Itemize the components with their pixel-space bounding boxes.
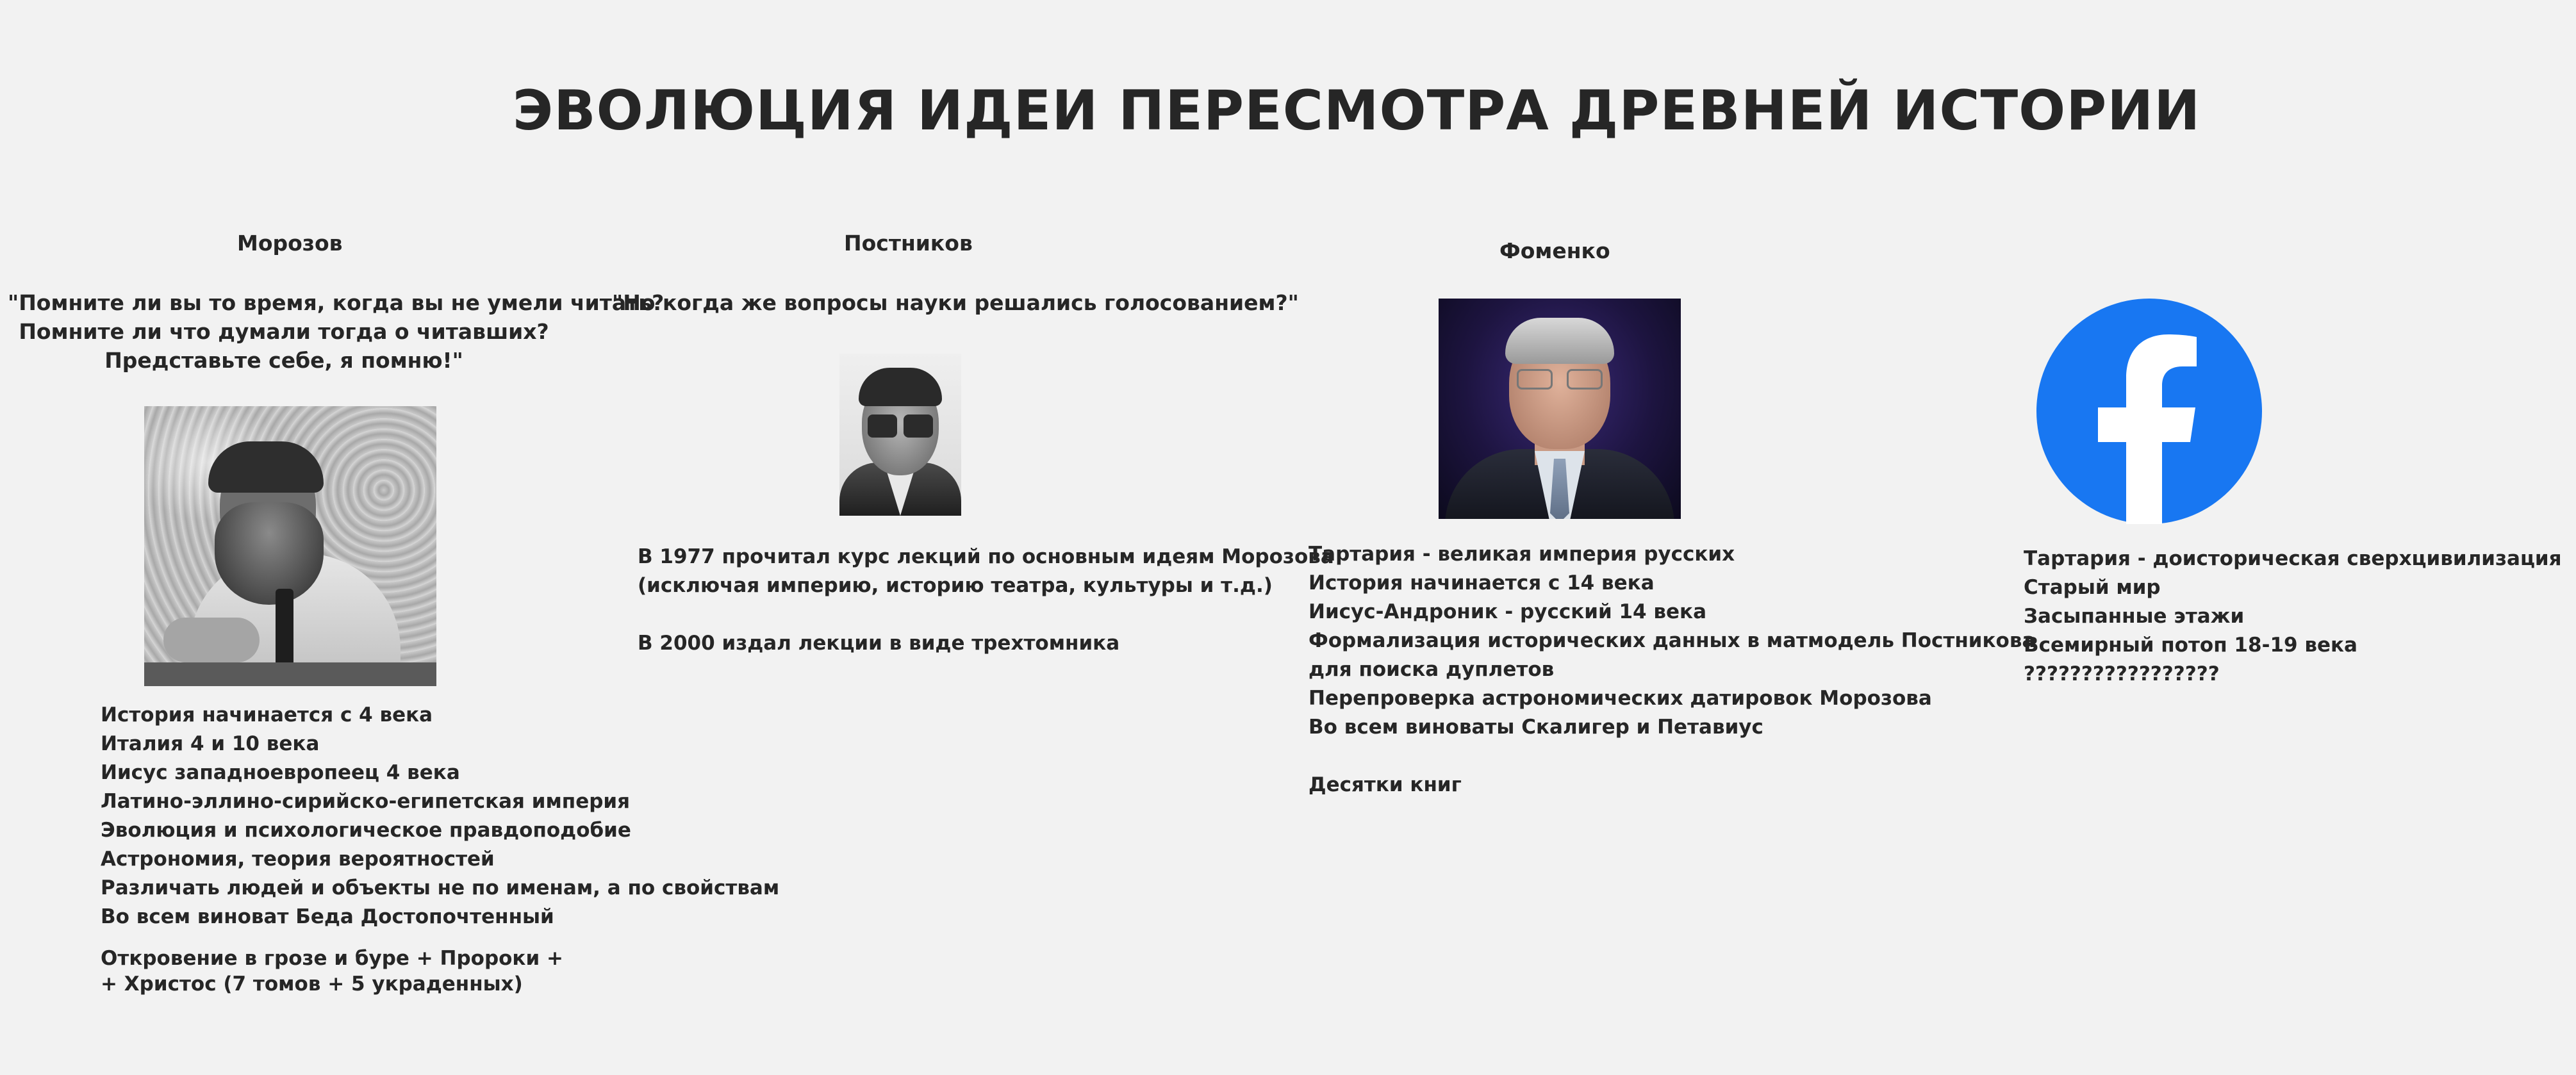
fomenko-point: Формализация исторических данных в матмодель Постникова xyxy=(1309,629,2036,652)
facebook-point: ????????????????? xyxy=(2024,662,2220,685)
morozov-quote-line: Представьте себе, я помню!" xyxy=(104,348,463,373)
page-title: ЭВОЛЮЦИЯ ИДЕИ ПЕРЕСМОТРА ДРЕВНЕЙ ИСТОРИИ xyxy=(513,79,2201,143)
morozov-quote xyxy=(8,288,665,375)
morozov-points xyxy=(101,701,779,999)
fomenko-portrait-image xyxy=(1439,299,1681,519)
morozov-point: Эволюция и психологическое правдоподобие xyxy=(101,819,631,842)
fomenko-works: Десятки книг xyxy=(1309,773,1462,796)
morozov-point: Различать людей и объекты не по именам, а по свойствам xyxy=(101,876,780,899)
postnikov-portrait-image xyxy=(839,354,961,516)
morozov-point: Иисус западноевропеец 4 века xyxy=(101,761,460,784)
postnikov-points xyxy=(638,543,1334,658)
morozov-works: + Христос (7 томов + 5 украденных) xyxy=(101,972,523,996)
facebook-point: Старый мир xyxy=(2024,576,2161,599)
facebook-point: Тартария - доисторическая сверхцивилизация xyxy=(2024,547,2562,570)
morozov-name: Морозов xyxy=(237,231,343,256)
facebook-point: Засыпанные этажи xyxy=(2024,605,2245,628)
morozov-quote-line: Помните ли что думали тогда о читавших? xyxy=(19,319,549,344)
fomenko-points xyxy=(1309,540,2035,800)
postnikov-works: В 2000 издал лекции в виде трехтомника xyxy=(638,632,1120,655)
postnikov-point: (исключая империю, историю театра, культуры и т.д.) xyxy=(638,574,1273,597)
postnikov-name: Постников xyxy=(844,231,973,256)
facebook-point: Всемирный потоп 18-19 века xyxy=(2024,634,2357,657)
fomenko-point: История начинается с 14 века xyxy=(1309,571,1655,595)
morozov-point: История начинается с 4 века xyxy=(101,703,433,726)
postnikov-point: В 1977 прочитал курс лекций по основным идеям Морозова xyxy=(638,545,1334,568)
facebook-logo-icon xyxy=(2036,299,2262,524)
fomenko-point: для поиска дуплетов xyxy=(1309,658,1555,681)
morozov-quote-line: "Помните ли вы то время, когда вы не умели читать? xyxy=(8,290,665,315)
morozov-point: Астрономия, теория вероятностей xyxy=(101,848,495,871)
fomenko-point: Тартария - великая империя русских xyxy=(1309,543,1735,566)
morozov-point: Латино-эллино-сирийско-египетская империя xyxy=(101,790,631,813)
facebook-points xyxy=(2024,545,2562,689)
fomenko-point: Во всем виноваты Скалигер и Петавиус xyxy=(1309,716,1763,739)
fomenko-point: Перепроверка астрономических датировок Морозова xyxy=(1309,687,1932,710)
fomenko-name: Фоменко xyxy=(1499,238,1610,263)
fomenko-point: Иисус-Андроник - русский 14 века xyxy=(1309,600,1707,623)
morozov-works: Откровение в грозе и буре + Пророки + xyxy=(101,947,563,970)
morozov-point: Во всем виноват Беда Достопочтенный xyxy=(101,905,554,928)
morozov-point: Италия 4 и 10 века xyxy=(101,732,320,755)
morozov-portrait-image xyxy=(144,406,436,686)
postnikov-quote: "Но когда же вопросы науки решались голосованием?" xyxy=(612,290,1299,315)
